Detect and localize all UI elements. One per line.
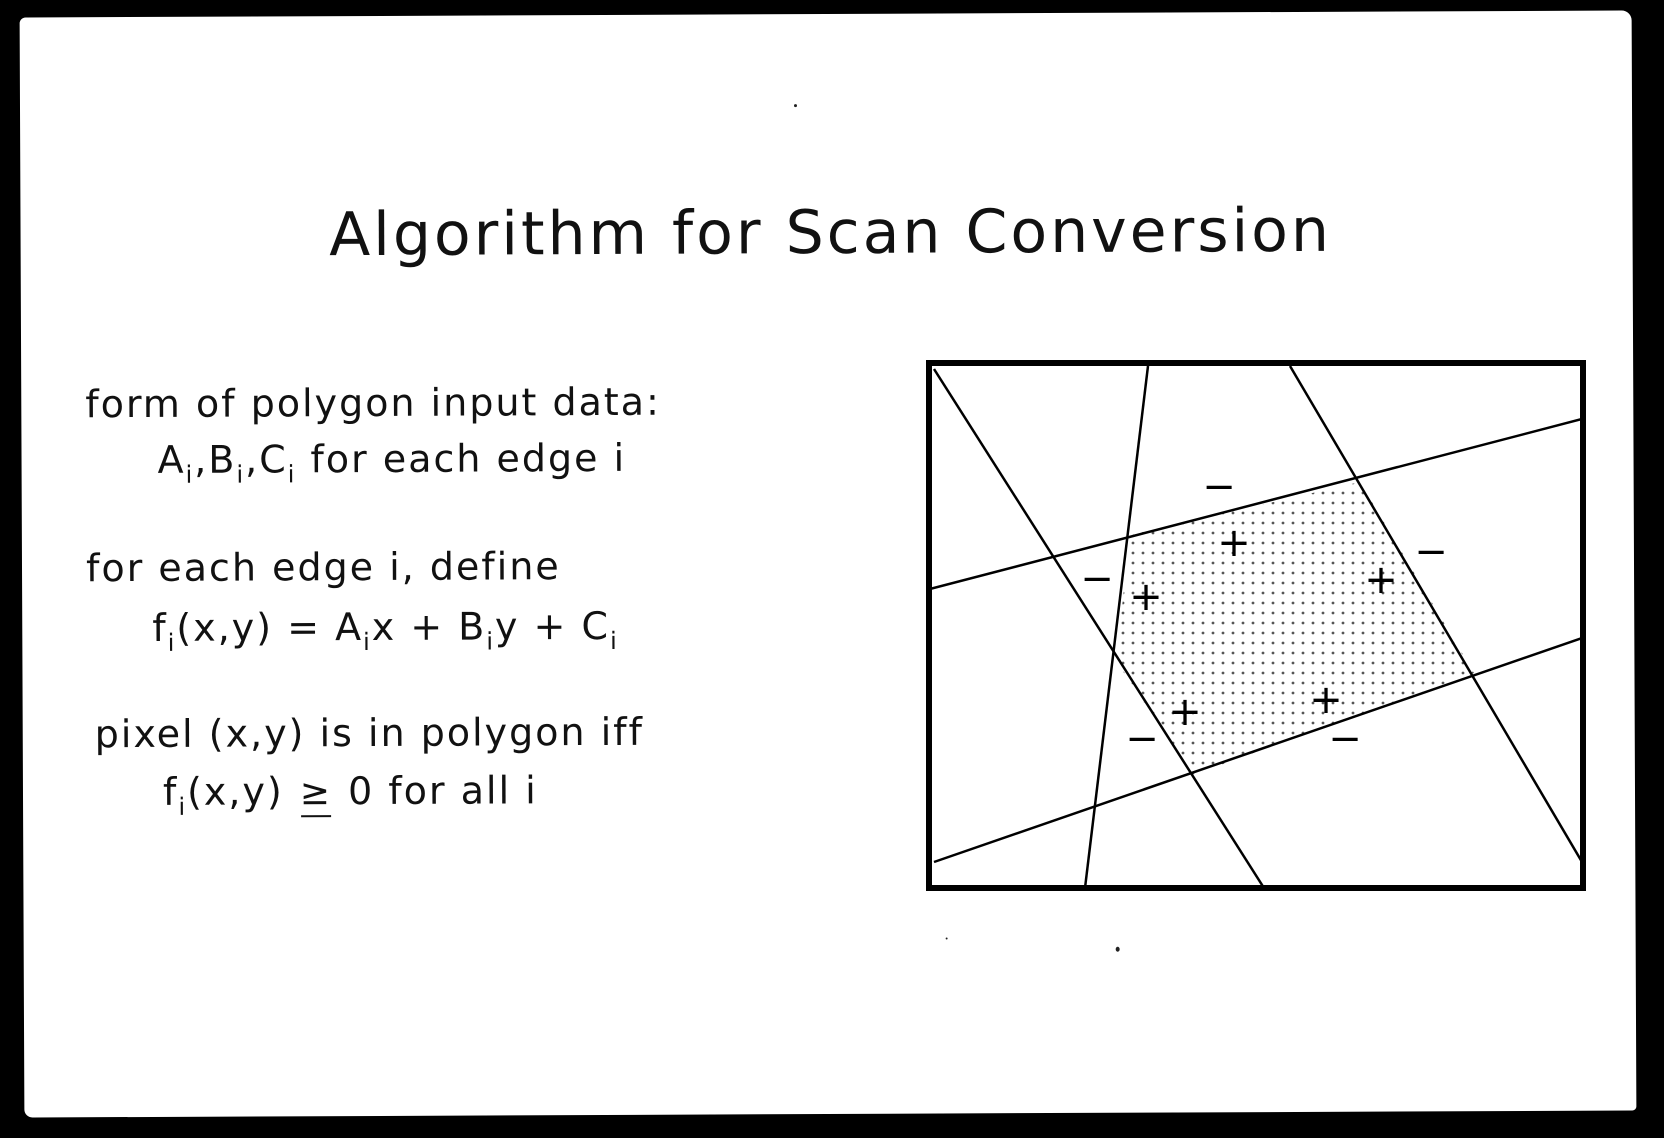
plus-sign: + [1129,574,1163,620]
inside-test-condition: $f_i(x,y) \ge 0$ for all i [162,768,538,821]
coefficients-line: $A_i,B_i,C_i$ for each edge i [157,435,627,489]
input-data-heading: form of polygon input data: [85,379,661,427]
minus-sign: − [1125,716,1159,762]
edge-function-formula: $f_i(x,y) = A_ix + B_iy + C_i$ [152,603,619,657]
edge-function-heading: for each edge i, define [85,544,561,591]
geq-symbol: ≥ [299,772,333,814]
slide-title: Algorithm for Scan Conversion [328,195,1333,271]
inside-test-heading: pixel (x,y) is in polygon iff [94,709,645,757]
plus-sign: + [1309,677,1343,723]
plus-sign: + [1217,520,1251,566]
plus-sign: + [1168,689,1202,735]
minus-sign: − [1202,464,1236,510]
minus-sign: − [1080,556,1114,602]
plus-sign: + [1364,557,1398,603]
minus-sign: − [1414,529,1448,575]
minus-sign: − [1328,716,1362,762]
